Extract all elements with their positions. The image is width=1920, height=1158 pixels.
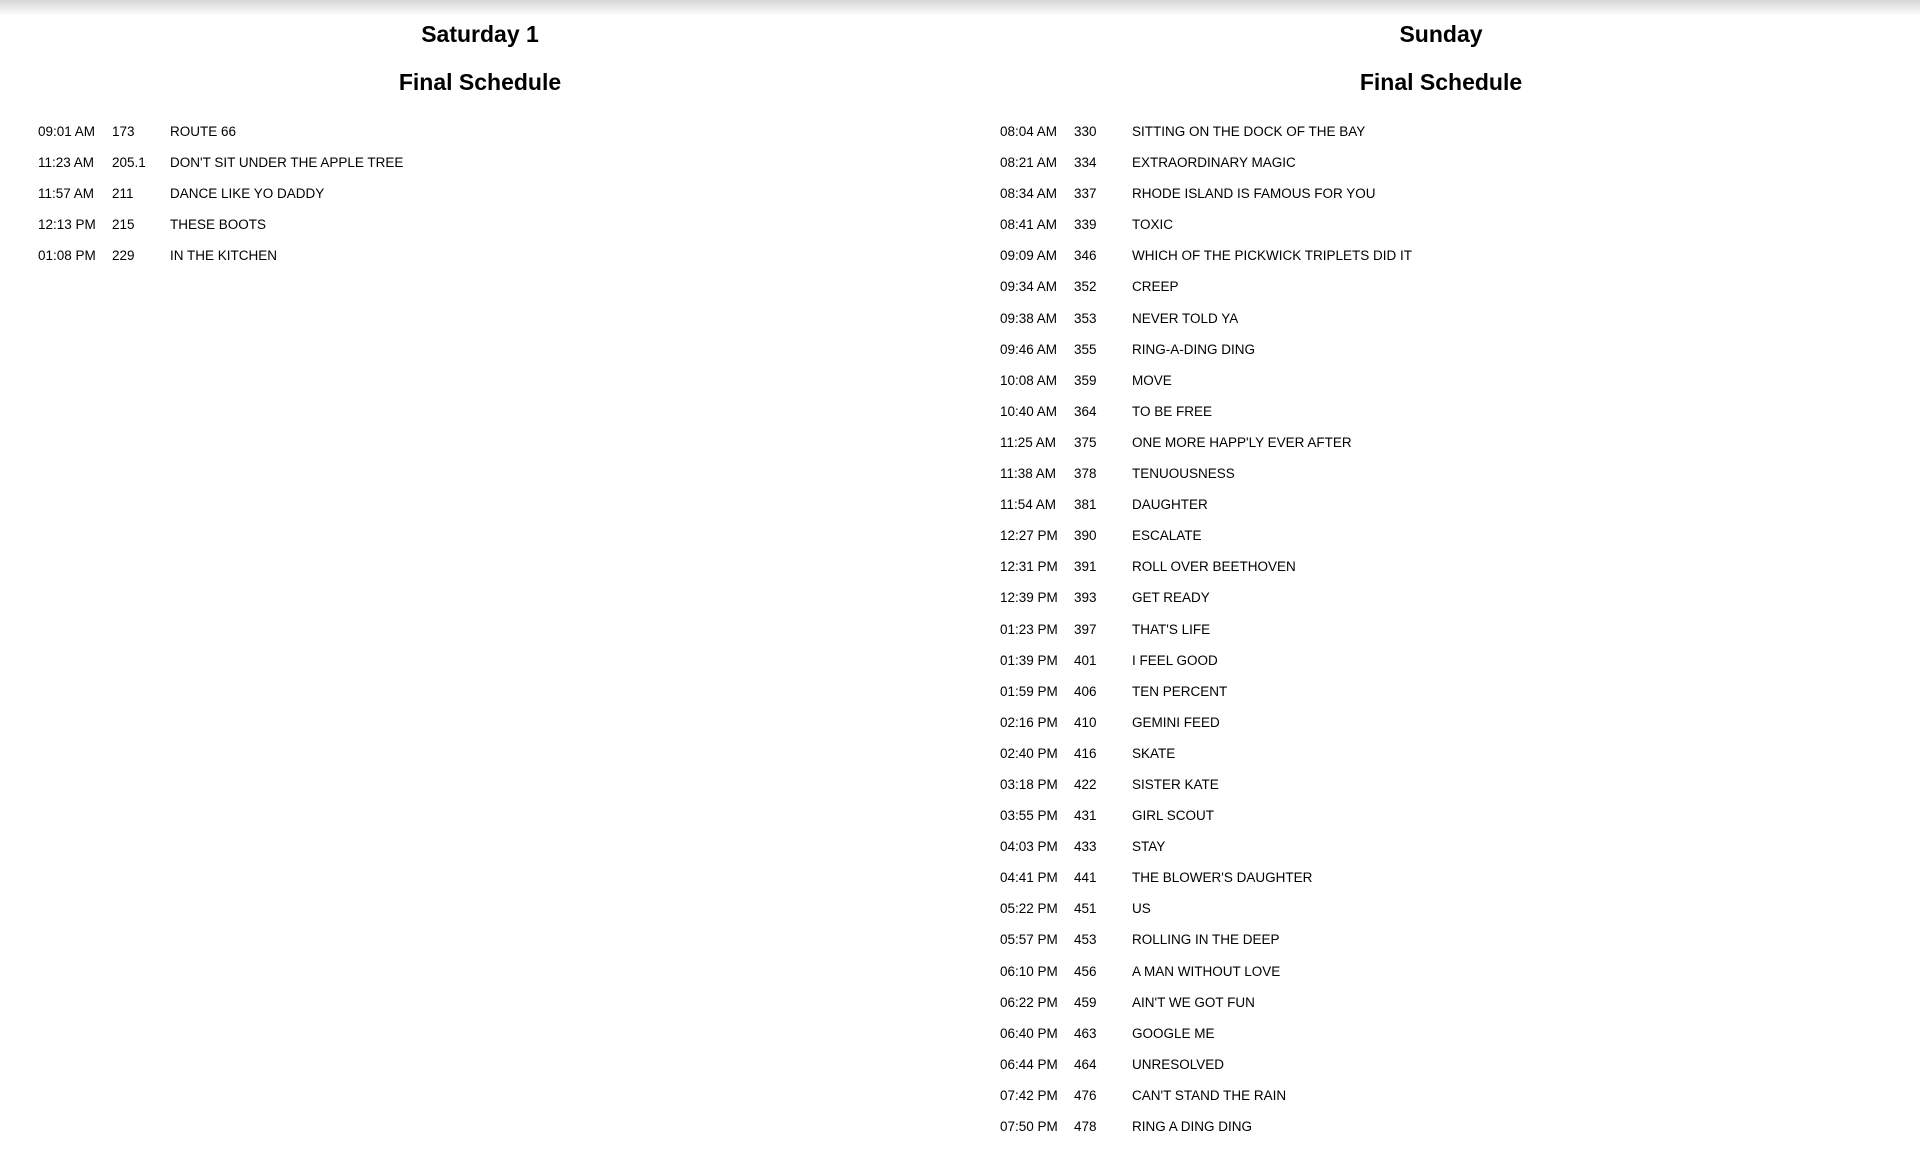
row-time: 07:42 PM [1000, 1087, 1058, 1103]
row-number: 406 [1074, 683, 1097, 699]
row-time: 01:59 PM [1000, 683, 1058, 699]
schedule-row [1000, 713, 1412, 744]
row-time: 09:46 AM [1000, 341, 1058, 357]
row-title: A MAN WITHOUT LOVE [1132, 963, 1281, 979]
row-number: 353 [1074, 310, 1097, 326]
row-title: ROUTE 66 [170, 124, 237, 139]
schedule-row [1000, 682, 1412, 713]
row-number: 205.1 [112, 155, 146, 171]
row-title: RING-A-DING DING [1132, 341, 1255, 357]
row-title: DAUGHTER [1132, 497, 1208, 513]
row-number: 330 [1074, 124, 1097, 139]
row-title: ROLLING IN THE DEEP [1132, 932, 1280, 948]
row-number: 393 [1074, 590, 1097, 606]
row-time: 06:44 PM [1000, 1056, 1058, 1072]
row-title: I FEEL GOOD [1132, 652, 1218, 668]
row-title: US [1132, 901, 1151, 917]
row-time: 01:39 PM [1000, 652, 1058, 668]
row-time: 09:38 AM [1000, 310, 1058, 326]
sunday-schedule-title: Final Schedule [1359, 69, 1523, 95]
row-time: 06:22 PM [1000, 994, 1058, 1010]
schedule-row [1000, 651, 1412, 682]
row-time: 01:08 PM [38, 248, 96, 264]
row-number: 359 [1074, 372, 1097, 388]
row-time: 04:41 PM [1000, 870, 1058, 886]
row-time: 09:34 AM [1000, 279, 1058, 295]
row-time: 12:13 PM [38, 217, 96, 233]
top-shadow [0, 0, 1920, 16]
row-number: 463 [1074, 1025, 1097, 1041]
row-time: 04:03 PM [1000, 839, 1058, 855]
schedule-row [1000, 620, 1412, 651]
schedule-row [1000, 744, 1412, 775]
row-number: 334 [1074, 155, 1097, 171]
row-title: GIRL SCOUT [1132, 808, 1215, 824]
row-number: 355 [1074, 341, 1097, 357]
row-number: 397 [1074, 621, 1097, 637]
row-number: 390 [1074, 528, 1097, 544]
saturday-schedule-list [38, 122, 403, 277]
schedule-row [1000, 184, 1412, 215]
schedule-row [1000, 277, 1412, 308]
schedule-row [38, 215, 403, 246]
schedule-row [1000, 1117, 1412, 1148]
row-time: 11:54 AM [1000, 497, 1057, 513]
row-title: GET READY [1132, 590, 1210, 606]
row-time: 08:21 AM [1000, 155, 1058, 171]
schedule-row [38, 122, 403, 153]
schedule-row [1000, 557, 1412, 588]
schedule-row [1000, 526, 1412, 557]
schedule-row [38, 184, 403, 215]
row-title: THE BLOWER'S DAUGHTER [1132, 870, 1313, 886]
row-number: 211 [112, 186, 134, 202]
row-number: 459 [1074, 994, 1097, 1010]
row-title: TO BE FREE [1132, 403, 1213, 419]
schedule-row [1000, 837, 1412, 868]
row-time: 11:57 AM [38, 186, 95, 202]
schedule-row [1000, 775, 1412, 806]
sunday-day-title: Sunday [1399, 21, 1483, 47]
row-title: TENUOUSNESS [1132, 466, 1235, 482]
row-time: 08:41 AM [1000, 217, 1058, 233]
row-number: 381 [1074, 497, 1097, 513]
schedule-row [38, 153, 403, 184]
row-time: 10:08 AM [1000, 372, 1058, 388]
row-time: 01:23 PM [1000, 621, 1058, 637]
schedule-row [1000, 962, 1412, 993]
row-title: GEMINI FEED [1132, 714, 1220, 730]
saturday-schedule-title: Final Schedule [398, 69, 562, 95]
schedule-row [1000, 1024, 1412, 1055]
row-title: GOOGLE ME [1132, 1025, 1215, 1041]
row-time: 12:27 PM [1000, 528, 1058, 544]
row-time: 07:50 PM [1000, 1119, 1058, 1134]
row-time: 05:22 PM [1000, 901, 1058, 917]
row-title: ROLL OVER BEETHOVEN [1132, 559, 1296, 575]
row-title: EXTRAORDINARY MAGIC [1132, 155, 1296, 171]
row-time: 08:04 AM [1000, 124, 1058, 139]
saturday-day-title: Saturday 1 [421, 21, 539, 47]
row-time: 06:10 PM [1000, 963, 1058, 979]
row-number: 453 [1074, 932, 1097, 948]
schedule-row [1000, 309, 1412, 340]
row-time: 02:40 PM [1000, 745, 1058, 761]
row-number: 173 [112, 124, 135, 139]
schedule-row [1000, 340, 1412, 371]
row-title: ONE MORE HAPP'LY EVER AFTER [1132, 434, 1352, 450]
row-title: TEN PERCENT [1132, 683, 1228, 699]
schedule-row [1000, 1055, 1412, 1086]
row-title: NEVER TOLD YA [1132, 310, 1239, 326]
row-number: 364 [1074, 403, 1097, 419]
row-title: SKATE [1132, 745, 1176, 761]
row-number: 433 [1074, 839, 1097, 855]
row-title: MOVE [1132, 372, 1172, 388]
row-time: 09:09 AM [1000, 248, 1058, 264]
row-number: 441 [1074, 870, 1097, 886]
row-title: THESE BOOTS [170, 217, 267, 233]
schedule-row [1000, 495, 1412, 526]
row-time: 03:18 PM [1000, 776, 1058, 792]
row-title: UNRESOLVED [1132, 1056, 1225, 1072]
row-number: 352 [1074, 279, 1097, 295]
schedule-row [1000, 930, 1412, 961]
row-time: 06:40 PM [1000, 1025, 1058, 1041]
schedule-row [1000, 993, 1412, 1024]
row-number: 401 [1074, 652, 1097, 668]
row-number: 215 [112, 217, 135, 233]
row-title: ESCALATE [1132, 528, 1202, 544]
row-number: 337 [1074, 186, 1097, 202]
row-title: CAN'T STAND THE RAIN [1132, 1087, 1287, 1103]
schedule-row [38, 246, 403, 277]
schedule-row [1000, 433, 1412, 464]
row-title: WHICH OF THE PICKWICK TRIPLETS DID IT [1132, 248, 1413, 264]
schedule-row [1000, 464, 1412, 495]
row-time: 11:38 AM [1000, 466, 1057, 482]
row-title: IN THE KITCHEN [170, 248, 278, 264]
row-title: STAY [1132, 839, 1166, 855]
row-time: 05:57 PM [1000, 932, 1058, 948]
row-time: 02:16 PM [1000, 714, 1058, 730]
schedule-row [1000, 122, 1412, 153]
row-title: SITTING ON THE DOCK OF THE BAY [1132, 124, 1366, 139]
row-number: 346 [1074, 248, 1097, 264]
row-title: SISTER KATE [1132, 776, 1219, 792]
schedule-row [1000, 371, 1412, 402]
row-number: 229 [112, 248, 135, 264]
row-number: 456 [1074, 963, 1097, 979]
row-title: DANCE LIKE YO DADDY [170, 186, 325, 202]
row-number: 378 [1074, 466, 1097, 482]
row-title: RING A DING DING [1132, 1119, 1253, 1134]
row-time: 10:40 AM [1000, 403, 1058, 419]
row-number: 451 [1074, 901, 1097, 917]
row-title: THAT'S LIFE [1132, 621, 1211, 637]
schedule-row [1000, 899, 1412, 930]
row-time: 03:55 PM [1000, 808, 1058, 824]
row-title: AIN'T WE GOT FUN [1132, 994, 1255, 1010]
row-number: 410 [1074, 714, 1097, 730]
schedule-row [1000, 806, 1412, 837]
row-number: 339 [1074, 217, 1097, 233]
row-number: 391 [1074, 559, 1097, 575]
row-number: 476 [1074, 1087, 1097, 1103]
row-time: 12:31 PM [1000, 559, 1058, 575]
row-number: 422 [1074, 776, 1097, 792]
schedule-row [1000, 215, 1412, 246]
sunday-schedule-list [1000, 122, 1412, 1148]
row-number: 478 [1074, 1119, 1097, 1134]
row-time: 11:25 AM [1000, 434, 1057, 450]
row-title: RHODE ISLAND IS FAMOUS FOR YOU [1132, 186, 1376, 202]
schedule-row [1000, 868, 1412, 899]
schedule-row [1000, 1086, 1412, 1117]
row-time: 12:39 PM [1000, 590, 1058, 606]
row-title: CREEP [1132, 279, 1179, 295]
schedule-row [1000, 402, 1412, 433]
row-number: 416 [1074, 745, 1097, 761]
schedule-row [1000, 588, 1412, 619]
row-number: 431 [1074, 808, 1097, 824]
row-number: 375 [1074, 434, 1097, 450]
row-title: TOXIC [1132, 217, 1174, 233]
row-number: 464 [1074, 1056, 1097, 1072]
row-time: 09:01 AM [38, 124, 96, 139]
row-time: 08:34 AM [1000, 186, 1058, 202]
schedule-row [1000, 153, 1412, 184]
row-title: DON'T SIT UNDER THE APPLE TREE [170, 155, 404, 171]
row-time: 11:23 AM [38, 155, 95, 171]
schedule-row [1000, 246, 1412, 277]
